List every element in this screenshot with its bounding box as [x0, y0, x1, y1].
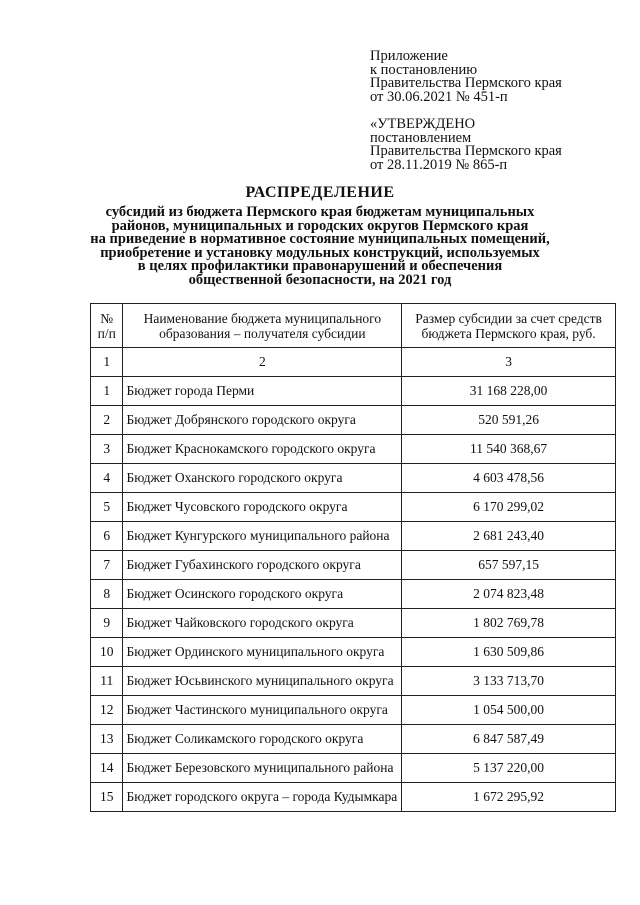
subsidy-amount: 6 170 299,02 [402, 493, 616, 522]
subtitle-line: в целях профилактики правонарушений и обеспечения [137, 258, 503, 274]
row-number: 10 [91, 638, 123, 667]
table-row [91, 580, 616, 609]
appendix-line: Правительства Пермского края [370, 75, 562, 91]
subtitle-line: районов, муниципальных и городских округов Пермского края [111, 217, 529, 234]
appendix-note [370, 50, 562, 104]
table-row [91, 725, 616, 754]
table-row [91, 754, 616, 783]
table-header-row [91, 304, 616, 348]
row-number: 8 [91, 580, 123, 609]
index-cell: 2 [123, 348, 402, 377]
budget-name: Бюджет Соликамского городского округа [123, 725, 402, 754]
subsidy-amount: 657 597,15 [402, 551, 616, 580]
subsidy-amount: 31 168 228,00 [402, 377, 616, 406]
table-row [91, 522, 616, 551]
table-row [91, 464, 616, 493]
row-number: 1 [91, 377, 123, 406]
table-row [91, 667, 616, 696]
row-number: 12 [91, 696, 123, 725]
approval-line: Правительства Пермского края [370, 143, 562, 159]
subsidy-amount: 11 540 368,67 [402, 435, 616, 464]
row-number: 7 [91, 551, 123, 580]
header-num: № п/п [91, 304, 123, 348]
budget-name: Бюджет Добрянского городского округа [123, 406, 402, 435]
header-name: Наименование бюджета муниципального образования – получателя субсидии [123, 304, 402, 348]
row-number: 4 [91, 464, 123, 493]
budget-name: Бюджет Березовского муниципального района [123, 754, 402, 783]
budget-name: Бюджет Чайковского городского округа [123, 609, 402, 638]
budget-name: Бюджет Юсьвинского муниципального округа [123, 667, 402, 696]
table-row [91, 638, 616, 667]
table-row [91, 783, 616, 812]
budget-name: Бюджет Ординского муниципального округа [123, 638, 402, 667]
budget-name: Бюджет городского округа – города Кудымкара [123, 783, 402, 812]
budget-name: Бюджет Губахинского городского округа [123, 551, 402, 580]
document-subtitle [0, 206, 640, 287]
subsidy-amount: 2 681 243,40 [402, 522, 616, 551]
subsidy-amount: 1 630 509,86 [402, 638, 616, 667]
appendix-line: от 30.06.2021 № 451-п [370, 88, 508, 105]
table-row [91, 406, 616, 435]
subtitle-line: на приведение в нормативное состояние муниципальных помещений, [90, 231, 550, 247]
subsidy-amount: 1 054 500,00 [402, 696, 616, 725]
appendix-line: Приложение [370, 48, 448, 64]
approval-note [370, 118, 562, 172]
budget-name: Бюджет Кунгурского муниципального района [123, 522, 402, 551]
subsidy-amount: 6 847 587,49 [402, 725, 616, 754]
appendix-line: к постановлению [370, 61, 478, 78]
row-number: 2 [91, 406, 123, 435]
table-row [91, 696, 616, 725]
budget-name: Бюджет Чусовского городского округа [123, 493, 402, 522]
column-index-row [91, 348, 616, 377]
budget-name: Бюджет Частинского муниципального округа [123, 696, 402, 725]
row-number: 3 [91, 435, 123, 464]
subsidy-amount: 4 603 478,56 [402, 464, 616, 493]
row-number: 6 [91, 522, 123, 551]
budget-name: Бюджет Краснокамского городского округа [123, 435, 402, 464]
row-number: 13 [91, 725, 123, 754]
budget-name: Бюджет Осинского городского округа [123, 580, 402, 609]
subsidy-amount: 2 074 823,48 [402, 580, 616, 609]
subsidy-amount: 3 133 713,70 [402, 667, 616, 696]
subsidy-amount: 1 802 769,78 [402, 609, 616, 638]
document-title: РАСПРЕДЕЛЕНИЕ [245, 184, 395, 201]
subsidy-amount: 5 137 220,00 [402, 754, 616, 783]
approval-line: «УТВЕРЖДЕНО [370, 116, 476, 132]
budget-name: Бюджет Оханского городского округа [123, 464, 402, 493]
table-row [91, 435, 616, 464]
row-number: 15 [91, 783, 123, 812]
table-row [91, 493, 616, 522]
row-number: 14 [91, 754, 123, 783]
row-number: 9 [91, 609, 123, 638]
table-row [91, 377, 616, 406]
header-amount: Размер субсидии за счет средств бюджета Пермского края, руб. [402, 304, 616, 348]
approval-line: от 28.11.2019 № 865-п [370, 156, 508, 173]
row-number: 11 [91, 667, 123, 696]
subsidy-table [90, 303, 616, 812]
subsidy-amount: 520 591,26 [402, 406, 616, 435]
index-cell: 1 [91, 348, 123, 377]
index-cell: 3 [402, 348, 616, 377]
subtitle-line: общественной безопасности, на 2021 год [188, 271, 452, 288]
subtitle-line: приобретение и установку модульных конструкций, используемых [100, 244, 540, 261]
row-number: 5 [91, 493, 123, 522]
table-row [91, 609, 616, 638]
approval-line: постановлением [370, 129, 472, 146]
budget-name: Бюджет города Перми [123, 377, 402, 406]
table-row [91, 551, 616, 580]
subtitle-line: субсидий из бюджета Пермского края бюджетам муниципальных [105, 204, 535, 220]
subsidy-amount: 1 672 295,92 [402, 783, 616, 812]
